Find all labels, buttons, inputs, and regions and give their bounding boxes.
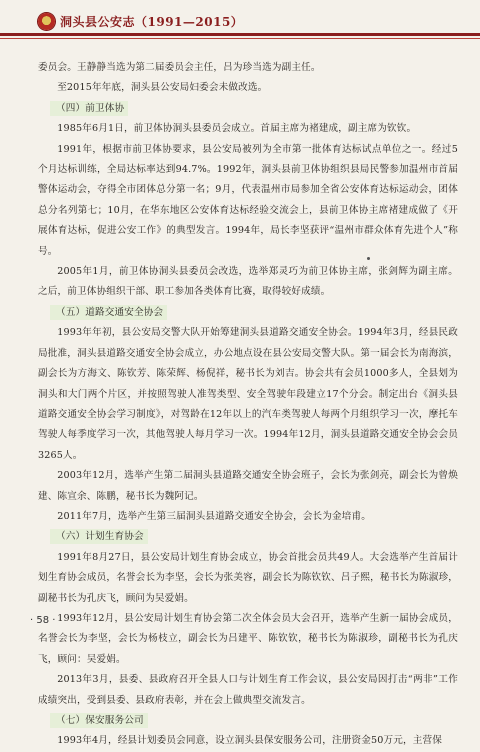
header-rule xyxy=(0,33,480,36)
section-heading: （五）道路交通安全协会 xyxy=(50,305,167,320)
body-paragraph: 至2015年年底，洞头县公安局妇委会未做改选。 xyxy=(57,82,268,94)
body-paragraph: 1993年12月，县公安局计划生育协会第二次全体会员大会召开，选举产生新一届协会成员，名誉会长为李坚，会长为杨枝立，副会长为吕建平、陈钦钦，秘书长为陈淑珍，副秘书长为孔庆飞，顾问：吴爱娟。 xyxy=(38,612,458,665)
body-paragraph: 委员会。王静静当选为第二届委员会主任，吕为珍当选为副主任。 xyxy=(38,62,321,73)
body-paragraph: 2011年7月，选举产生第三届洞头县道路交通安全协会，会长为金培甫。 xyxy=(57,510,372,522)
page-body xyxy=(38,58,458,752)
section-heading: （七）保安服务公司 xyxy=(50,713,148,728)
body-paragraph: 1985年6月1日，前卫体协洞头县委员会成立。首届主席为褚建成，副主席为钦钦。 xyxy=(57,123,417,135)
running-header xyxy=(0,0,480,44)
body-paragraph: 2005年1月，前卫体协洞头县委员会改选，选举郑灵巧为前卫体协主席，张剑辉为副主席。之后，前卫体协组织干部、职工参加各类体育比赛，取得较好成绩。 xyxy=(38,266,458,298)
body-paragraph: 1993年4月，经县计划委员会同意，设立洞头县保安服务公司，注册资金50万元，主营保 xyxy=(57,735,442,747)
header-title: 洞头县公安志（1991—2015） xyxy=(60,15,244,29)
section-heading: （六）计划生育协会 xyxy=(50,529,148,544)
police-emblem-icon xyxy=(38,13,55,30)
page-number: · 58 · xyxy=(30,615,56,626)
section-heading-row xyxy=(38,303,458,323)
header-rule-thin xyxy=(0,38,480,39)
section-heading: （四）前卫体协 xyxy=(50,101,128,116)
body-paragraph: 1991年8月27日，县公安局计划生育协会成立，协会首批会员共49人。大会选举产生首届计划生育协会成员，名誉会长为李坚，会长为张美容，副会长为陈钦钦、吕子熙，秘书长为陈淑珍，副秘书长为孔庆飞，顾问为吴爱娟。 xyxy=(38,551,458,604)
section-heading-row xyxy=(38,711,458,731)
body-paragraph: 2003年12月，选举产生第二届洞头县道路交通安全协会班子，会长为张剑亮，副会长为曾焕建、陈宣余、陈鹏，秘书长为魏阿记。 xyxy=(38,470,458,502)
body-paragraph: 1991年，根据市前卫体协要求，县公安局被列为全市第一批体育达标试点单位之一。经过5个月达标训练，全局达标率达到94.7%。1992年，洞头县前卫体协组织县局民警参加温州市首届警体运动会，夺得全市团体总分第一名；9月，代表温州市局参加全省公安体育达标运动会，团体总分名列第七；10月，在华东地区公安体育达标经验交流会上，县前卫体协主席褚建成做了《开展体育达标，促进公安工作》的典型发言。1994年，局长李坚获评“温州市群众体育先进个人”称号。 xyxy=(38,143,458,257)
ink-speck xyxy=(367,257,370,260)
section-heading-row xyxy=(38,527,458,547)
section-heading-row xyxy=(38,99,458,119)
body-paragraph: 1993年年初，县公安局交警大队开始筹建洞头县道路交通安全协会。1994年3月，经县民政局批准，洞头县道路交通安全协会成立，办公地点设在县公安局交警大队。第一届会长为南海滨，副会长为方海文、陈钦芳、陈荣辉、杨倪祥，秘书长为刘吉。协会共有会员1000多人，全县划为洞头和大门两个片区，并按照驾驶人准驾类型、安全驾驶年段建立17个分会。制定出台《洞头县道路交通安全协会学习制度》，对驾龄在12年以上的汽车类驾驶人每两个月组织学习一次，摩托车驾驶人每季度学习一次，其他驾驶人每月学习一次。1994年12月，洞头县道路交通安全协会会员3265人。 xyxy=(38,327,458,461)
body-paragraph: 2013年3月，县委、县政府召开全县人口与计划生育工作会议，县公安局因打击“两非”工作成绩突出，受到县委、县政府表彰，并在会上做典型交流发言。 xyxy=(38,674,458,706)
